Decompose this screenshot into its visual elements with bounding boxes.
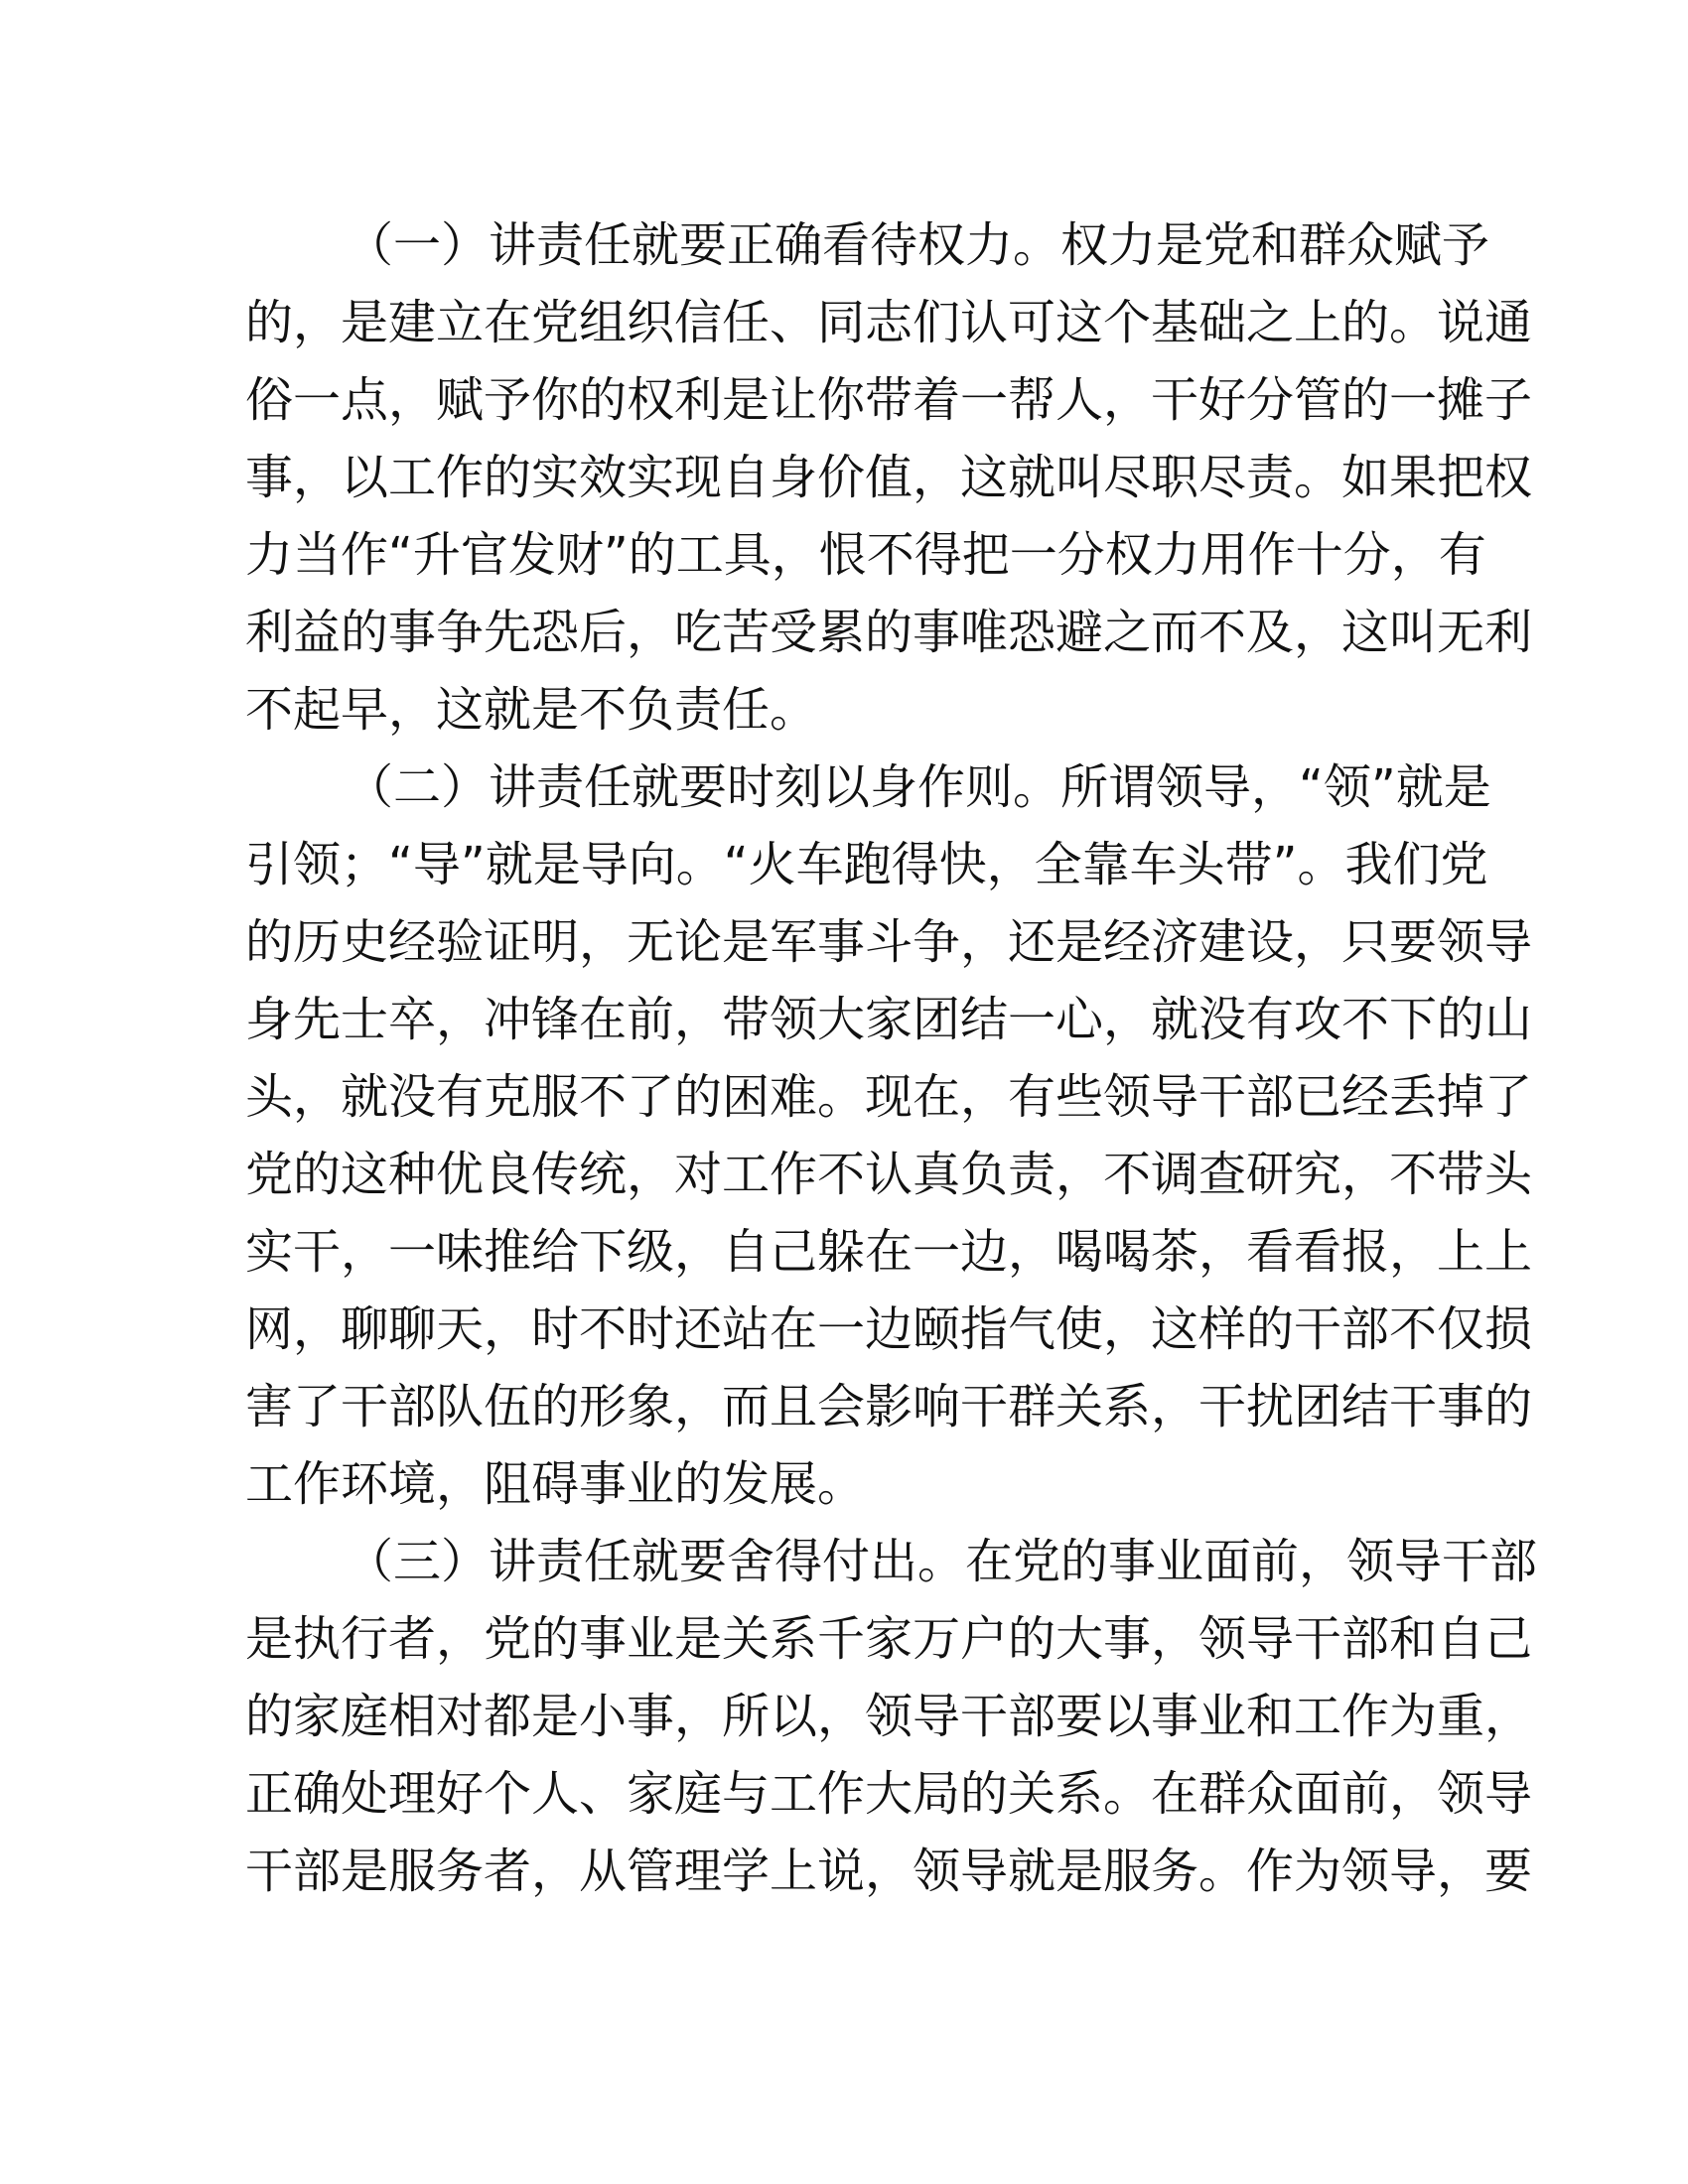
paragraph-2	[245, 749, 1533, 1523]
document-body	[245, 206, 1538, 1910]
paragraph-line: （三）讲责任就要舍得付出。在党的事业面前，领导干部	[346, 1534, 1538, 1589]
paragraph-line: 力当作“升官发财”的工具，恨不得把一分权力用作十分，有	[245, 527, 1486, 583]
paragraph-line: 事，以工作的实效实现自身价值，这就叫尽职尽责。如果把权	[245, 450, 1533, 505]
paragraph-1	[245, 206, 1533, 749]
paragraph-line: 引领；“导”就是导向。“火车跑得快，全靠车头带”。我们党	[245, 837, 1488, 892]
paragraph-3	[245, 1523, 1538, 1910]
paragraph-line: 正确处理好个人、家庭与工作大局的关系。在群众面前，领导	[245, 1766, 1533, 1822]
paragraph-line: 害了干部队伍的形象，而且会影响干群关系，干扰团结干事的	[245, 1379, 1533, 1434]
paragraph-line: 党的这种优良传统，对工作不认真负责，不调查研究，不带头	[245, 1147, 1533, 1202]
paragraph-line: 是执行者，党的事业是关系千家万户的大事，领导干部和自己	[245, 1611, 1533, 1667]
paragraph-line: （一）讲责任就要正确看待权力。权力是党和群众赋予	[346, 217, 1490, 273]
paragraph-line: 实干，一味推给下级，自己躲在一边，喝喝茶，看看报，上上	[245, 1224, 1533, 1280]
paragraph-line: 工作环境，阻碍事业的发展。	[245, 1456, 866, 1512]
paragraph-line: （二）讲责任就要时刻以身作则。所谓领导，“领”就是	[346, 759, 1491, 815]
paragraph-line: 俗一点，赋予你的权利是让你带着一帮人，干好分管的一摊子	[245, 372, 1533, 428]
paragraph-line: 不起早，这就是不负责任。	[245, 682, 818, 738]
paragraph-line: 利益的事争先恐后，吃苦受累的事唯恐避之而不及，这叫无利	[245, 605, 1533, 660]
paragraph-line: 网，聊聊天，时不时还站在一边颐指气使，这样的干部不仅损	[245, 1301, 1533, 1357]
paragraph-line: 身先士卒，冲锋在前，带领大家团结一心，就没有攻不下的山	[245, 992, 1533, 1047]
paragraph-line: 的家庭相对都是小事，所以，领导干部要以事业和工作为重，	[245, 1689, 1533, 1744]
paragraph-line: 头，就没有克服不了的困难。现在，有些领导干部已经丢掉了	[245, 1069, 1533, 1125]
paragraph-line: 干部是服务者，从管理学上说，领导就是服务。作为领导，要	[245, 1843, 1533, 1899]
paragraph-line: 的历史经验证明，无论是军事斗争，还是经济建设，只要领导	[245, 914, 1533, 970]
paragraph-line: 的，是建立在党组织信任、同志们认可这个基础之上的。说通	[245, 295, 1533, 350]
